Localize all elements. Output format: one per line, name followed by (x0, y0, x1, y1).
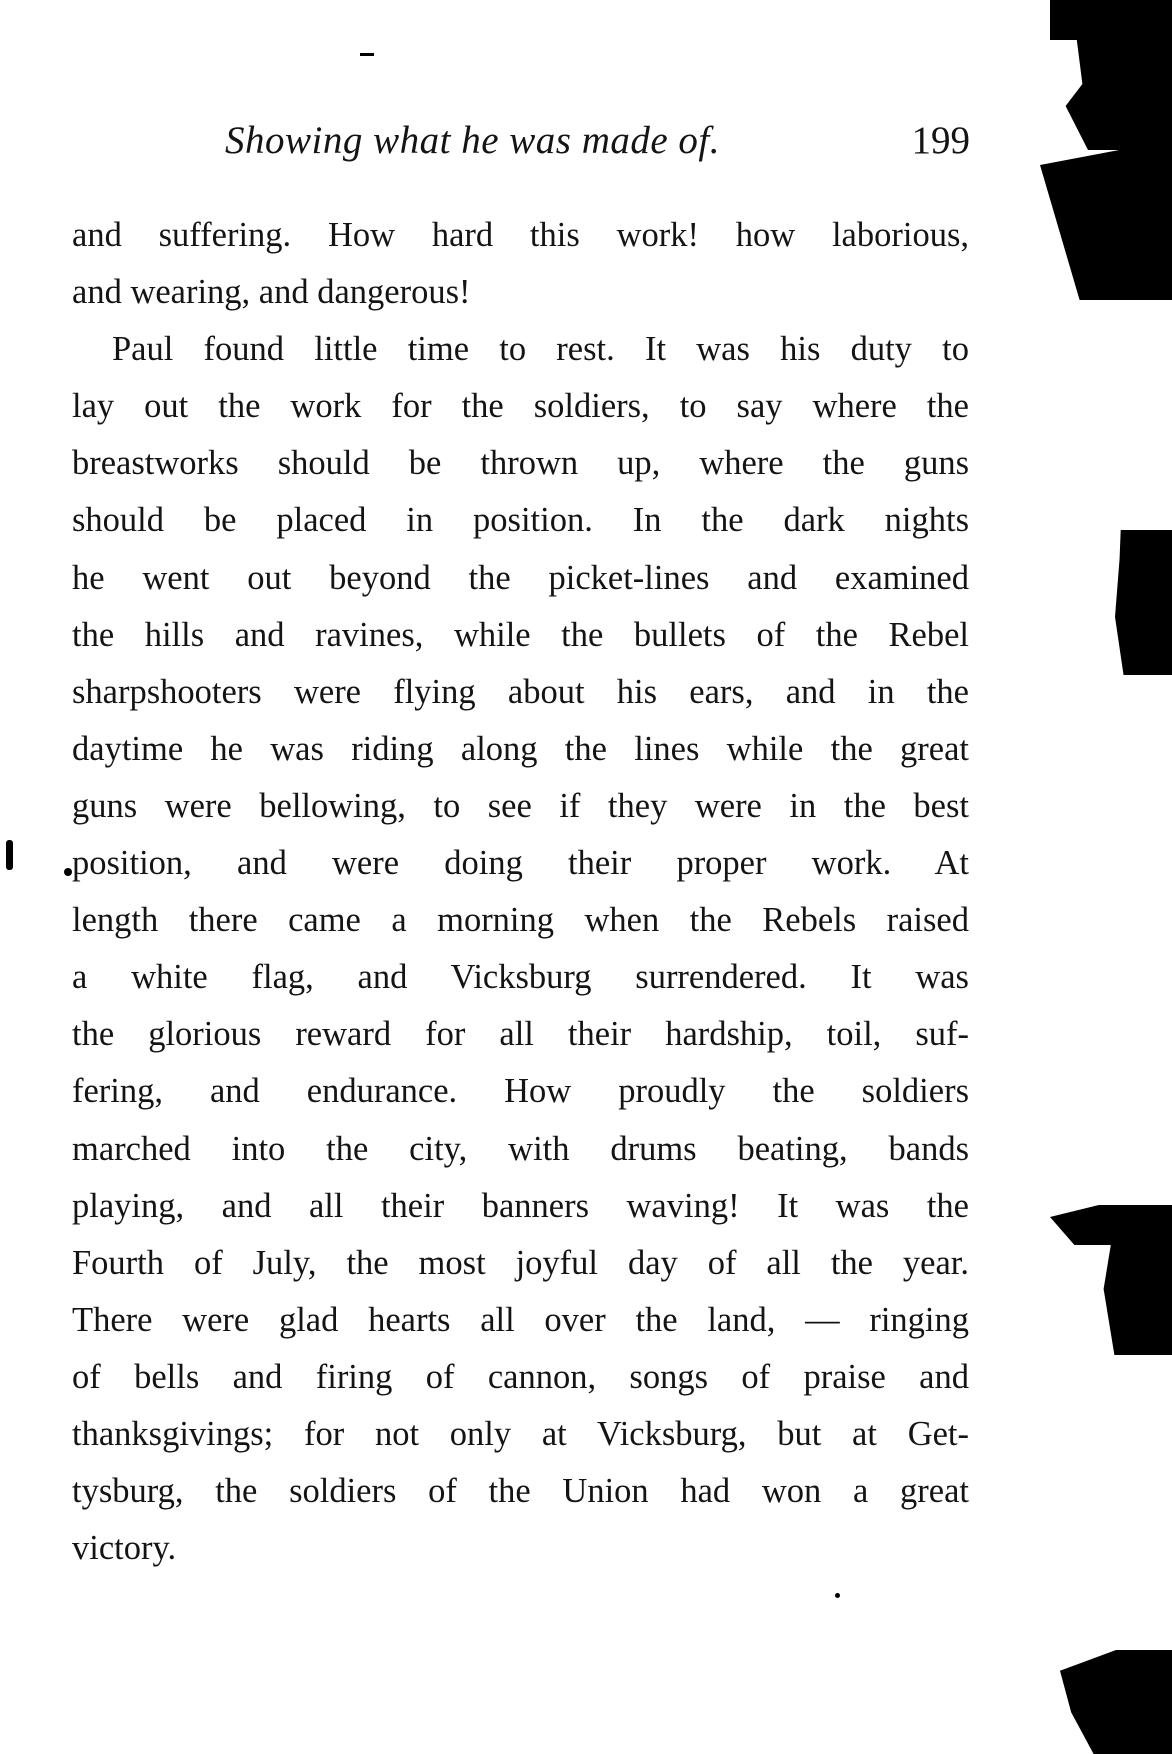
scan-artifact (1060, 40, 1172, 150)
scan-artifact (1050, 1205, 1172, 1245)
text-line: playing, and all their banners waving! It was the (72, 1186, 969, 1225)
text-line: of bells and firing of cannon, songs of praise and (72, 1357, 969, 1396)
text-line: and suffering. How hard this work! how laborious, (72, 216, 969, 254)
text-line: and wearing, and dangerous! (72, 273, 471, 312)
text-line: he went out beyond the picket-lines and examined (72, 558, 969, 597)
text-line: marched into the city, with drums beating, bands (72, 1129, 969, 1168)
text-line: breastworks should be thrown up, where the guns (72, 444, 969, 483)
text-line: the hills and ravines, while the bullets of the Rebel (72, 615, 969, 654)
scan-artifact (1060, 1650, 1172, 1754)
running-head (225, 118, 970, 168)
text-line: the glorious reward for all their hardship, toil, suf- (72, 1015, 969, 1054)
scan-speck (835, 1593, 840, 1598)
scan-speck (64, 868, 72, 876)
scan-artifact (1115, 530, 1172, 675)
scan-artifact (1100, 1245, 1172, 1355)
text-line: Paul found little time to rest. It was his duty to (112, 330, 969, 369)
text-line: There were glad hearts all over the land, — ringing (72, 1300, 969, 1339)
text-line: victory. (72, 1529, 177, 1568)
text-line: a white flag, and Vicksburg surrendered. It was (72, 958, 969, 997)
text-line: Fourth of July, the most joyful day of all the year. (72, 1243, 969, 1282)
text-line: sharpshooters were flying about his ears, and in the (72, 672, 969, 711)
text-line: lay out the work for the soldiers, to say where the (72, 387, 969, 426)
text-line: daytime he was riding along the lines while the great (72, 729, 969, 768)
scan-speck (6, 840, 13, 870)
text-line: fering, and endurance. How proudly the soldiers (72, 1072, 969, 1111)
body-text (72, 207, 969, 1577)
page-number: 199 (911, 119, 970, 162)
running-title: Showing what he was made of. (225, 119, 721, 162)
scan-artifact (1040, 150, 1172, 300)
scan-speck (360, 53, 374, 56)
scan-artifact (1050, 0, 1172, 40)
text-line: tysburg, the soldiers of the Union had won a great (72, 1472, 969, 1511)
text-line: thanksgivings; for not only at Vicksburg, but at Get- (72, 1414, 969, 1453)
text-line: should be placed in position. In the dark nights (72, 501, 969, 540)
text-line: length there came a morning when the Rebels raised (72, 901, 969, 940)
text-line: guns were bellowing, to see if they were in the best (72, 786, 969, 825)
text-line: position, and were doing their proper work. At (72, 844, 969, 883)
